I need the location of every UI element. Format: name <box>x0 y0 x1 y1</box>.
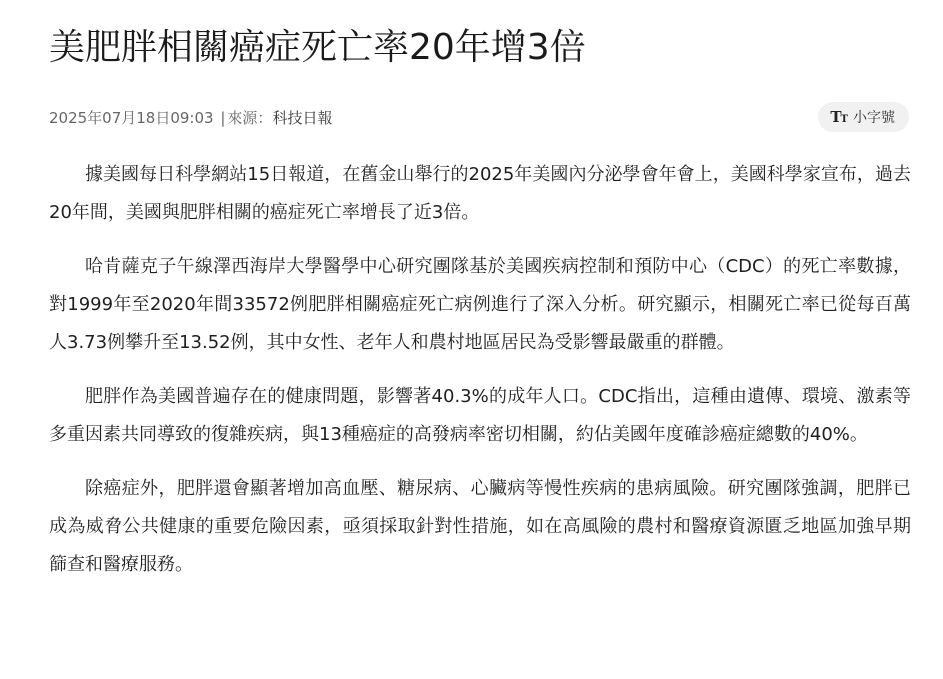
article-paragraph: 哈肯薩克子午線澤西海岸大學醫學中心研究團隊基於美國疾病控制和預防中心（CDC）的死亡率數據，對1999年至2020年間33572例肥胖相關癌症死亡病例進行了深入分析。研究顯示，相關死亡率已從每百萬人3.73例攀升至13.52例，其中女性、老年人和農村地區居民為受影響最嚴重的群體。 <box>49 256 911 353</box>
font-size-toggle-button[interactable] <box>818 102 909 132</box>
article-paragraph: 肥胖作為美國普遍存在的健康問題，影響著40.3%的成年人口。CDC指出，這種由遺傳、環境、激素等多重因素共同導致的復雜疾病，與13種癌症的高發病率密切相關，約佔美國年度確診癌症總數的40%。 <box>49 386 911 445</box>
text-size-icon: TT <box>830 108 847 126</box>
article-meta <box>49 108 332 128</box>
meta-separator: | <box>220 109 226 127</box>
article-title: 美肥胖相關癌症死亡率20年增3倍 <box>49 27 586 68</box>
article-paragraph: 據美國每日科學網站15日報道，在舊金山舉行的2025年美國內分泌學會年會上，美國科學家宣布，過去20年間，美國與肥胖相關的癌症死亡率增長了近3倍。 <box>49 164 911 223</box>
article-body <box>49 156 911 584</box>
font-size-toggle-label: 小字號 <box>853 110 895 126</box>
publish-datetime: 2025年07月18日09:03 <box>49 109 214 127</box>
article <box>49 0 911 600</box>
source-name: 科技日報 <box>272 109 333 127</box>
article-meta-row <box>49 102 911 134</box>
source-label: 來源： <box>227 109 273 127</box>
article-paragraph: 除癌症外，肥胖還會顯著增加高血壓、糖尿病、心臟病等慢性疾病的患病風險。研究團隊強調，肥胖已成為威脅公共健康的重要危險因素，亟須採取針對性措施，如在高風險的農村和醫療資源匱乏地區加強早期篩查和醫療服務。 <box>49 478 911 575</box>
